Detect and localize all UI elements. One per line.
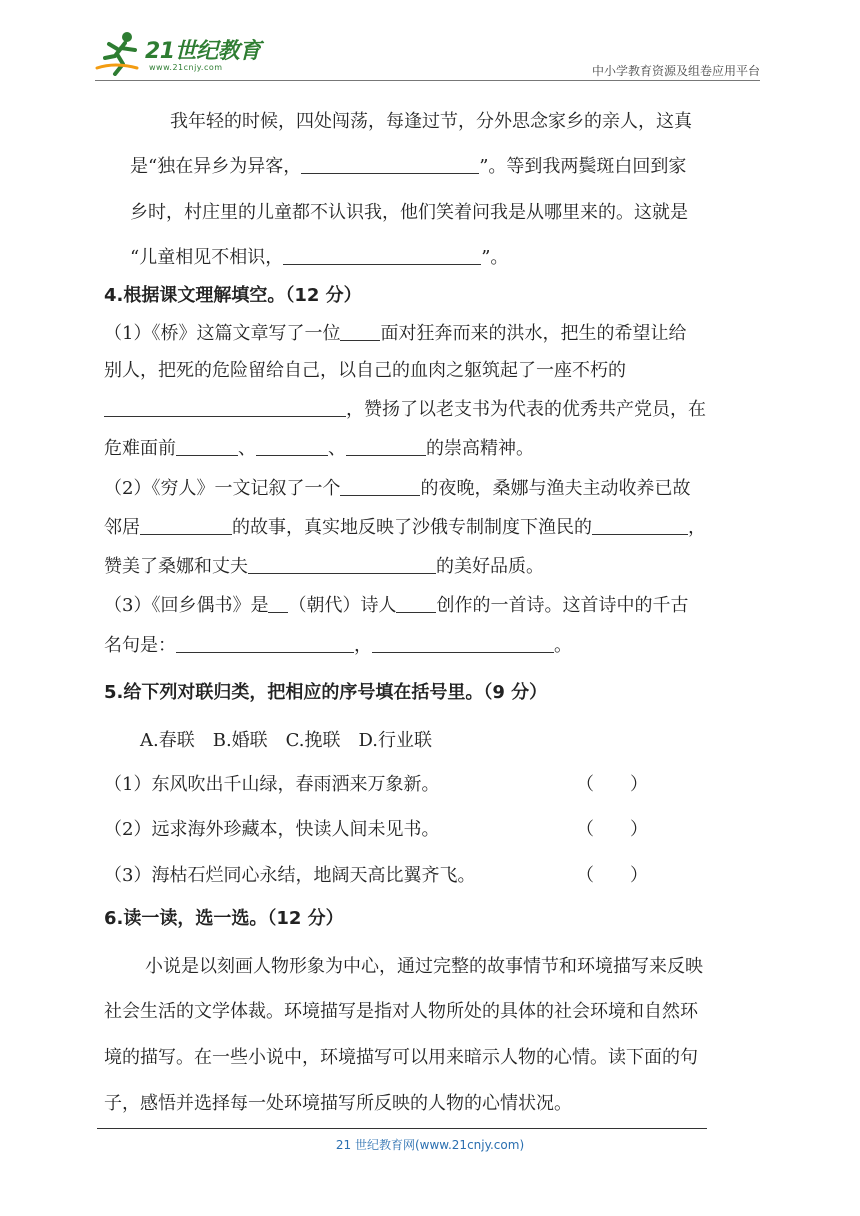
answer-blank[interactable] [176, 437, 238, 456]
q4-p2-l1a: （2）《穷人》一文记叙了一个 [104, 478, 341, 499]
q4-p2-line-2 [104, 516, 706, 540]
q4-p2-l2b: 的故事，真实地反映了沙俄专制制度下渔民的 [232, 517, 592, 538]
logo-url: www.21cnjy.com [149, 63, 223, 72]
answer-blank[interactable] [140, 516, 232, 535]
q6-line-4: 子，感悟并选择每一处环境描写所反映的人物的心情状况。 [104, 1093, 572, 1114]
poem-line-3: 乡时，村庄里的儿童都不认识我，他们笑着问我是从哪里来的。这就是 [130, 202, 688, 223]
q6-line-3: 境的描写。在一些小说中，环境描写可以用来暗示人物的心情。读下面的句 [104, 1047, 698, 1068]
q4-p2-l1b: 的夜晚，桑娜与渔夫主动收养已故 [420, 478, 691, 499]
answer-blank[interactable] [104, 398, 346, 417]
q4-p1-l3b: ，赞扬了以老支书为代表的优秀共产党员，在 [346, 399, 706, 420]
answer-blank[interactable] [340, 477, 420, 496]
q4-p1-line-3 [104, 398, 706, 422]
poem-line-4-a: “儿童相见不相识， [130, 247, 284, 268]
logo [95, 28, 265, 78]
q4-p3-l2b: ， [354, 635, 372, 656]
q4-p3-l1c: 创作的一首诗。这首诗中的千古 [436, 595, 689, 616]
answer-blank[interactable] [268, 594, 288, 613]
poem-line-4-b: ”。 [481, 247, 509, 268]
q6-title: 6.读一读，选一选。（12 分） [104, 908, 344, 929]
answer-blank[interactable] [256, 437, 328, 456]
q4-p3-l2c: 。 [554, 635, 572, 656]
logo-text: 21世纪教育 [145, 39, 261, 64]
q5-item-1: （1）东风吹出千山绿，春雨洒来万象新。 [104, 774, 440, 795]
answer-blank[interactable] [301, 155, 479, 174]
answer-blank[interactable] [176, 634, 354, 653]
q4-p2-line-1 [104, 477, 690, 501]
poem-line-2-b: ”。等到我两鬓斑白回到家 [479, 156, 687, 177]
answer-blank[interactable] [396, 594, 436, 613]
answer-blank[interactable] [592, 516, 688, 535]
poem-line-2-a: 是“独在异乡为异客， [130, 156, 302, 177]
q5-title: 5.给下列对联归类，把相应的序号填在括号里。（9 分） [104, 682, 548, 703]
q4-p3-l2a: 名句是： [104, 635, 176, 656]
q4-p3-line-2 [104, 634, 572, 658]
runner-logo-icon [95, 28, 145, 76]
q6-line-2: 社会生活的文学体裁。环境描写是指对人物所处的具体的社会环境和自然环 [104, 1001, 698, 1022]
footer-text: 21 世纪教育网(www.21cnjy.com) [335, 1138, 525, 1152]
q5-item-3-answer[interactable]: （ ） [576, 865, 648, 886]
q4-p1-sep2: 、 [328, 438, 346, 459]
q4-p1-l4a: 危难面前 [104, 438, 176, 459]
poem-line-4 [130, 246, 508, 270]
q4-p1-line-2: 别人，把死的危险留给自己，以自己的血肉之躯筑起了一座不朽的 [104, 360, 626, 381]
answer-blank[interactable] [283, 246, 481, 265]
q4-p1-l1a: （1）《桥》这篇文章写了一位 [104, 323, 341, 344]
q4-p2-l2c: ， [688, 517, 706, 538]
q5-item-2-answer[interactable]: （ ） [576, 819, 648, 840]
q4-p2-line-3 [104, 555, 544, 579]
q5-options: A.春联 B.婚联 C.挽联 D.行业联 [140, 730, 433, 751]
q4-p3-line-1 [104, 594, 688, 618]
answer-blank[interactable] [372, 634, 554, 653]
answer-blank[interactable] [346, 437, 426, 456]
q4-p1-line-4 [104, 437, 534, 461]
q4-p1-l1b: 面对狂奔而来的洪水，把生的希望让给 [380, 323, 687, 344]
q6-line-1: 小说是以刻画人物形象为中心，通过完整的故事情节和环境描写来反映 [145, 956, 703, 977]
q4-p1-sep1: 、 [238, 438, 256, 459]
q4-title: 4.根据课文理解填空。（12 分） [104, 285, 362, 306]
q5-item-2: （2）远求海外珍藏本，快读人间未见书。 [104, 819, 440, 840]
poem-line-2 [130, 155, 686, 179]
q4-p3-l1a: （3）《回乡偶书》是 [104, 595, 269, 616]
q4-p1-l4b: 的崇高精神。 [426, 438, 534, 459]
q5-item-3: （3）海枯石烂同心永结，地阔天高比翼齐飞。 [104, 865, 476, 886]
page-header [95, 28, 760, 80]
answer-blank[interactable] [248, 555, 436, 574]
poem-line-1: 我年轻的时候，四处闯荡，每逢过节，分外思念家乡的亲人，这真 [170, 111, 692, 132]
q4-p1-line-1 [104, 322, 686, 346]
q4-p2-l3a: 赞美了桑娜和丈夫 [104, 556, 248, 577]
q4-p3-l1b: （朝代）诗人 [288, 595, 397, 616]
q4-p2-l2a: 邻居 [104, 517, 140, 538]
footer-divider [97, 1128, 707, 1129]
q4-p2-l3b: 的美好品质。 [436, 556, 544, 577]
q5-item-1-answer[interactable]: （ ） [576, 774, 648, 795]
platform-name: 中小学教育资源及组卷应用平台 [591, 64, 760, 78]
answer-blank[interactable] [340, 322, 380, 341]
header-divider [95, 80, 760, 81]
